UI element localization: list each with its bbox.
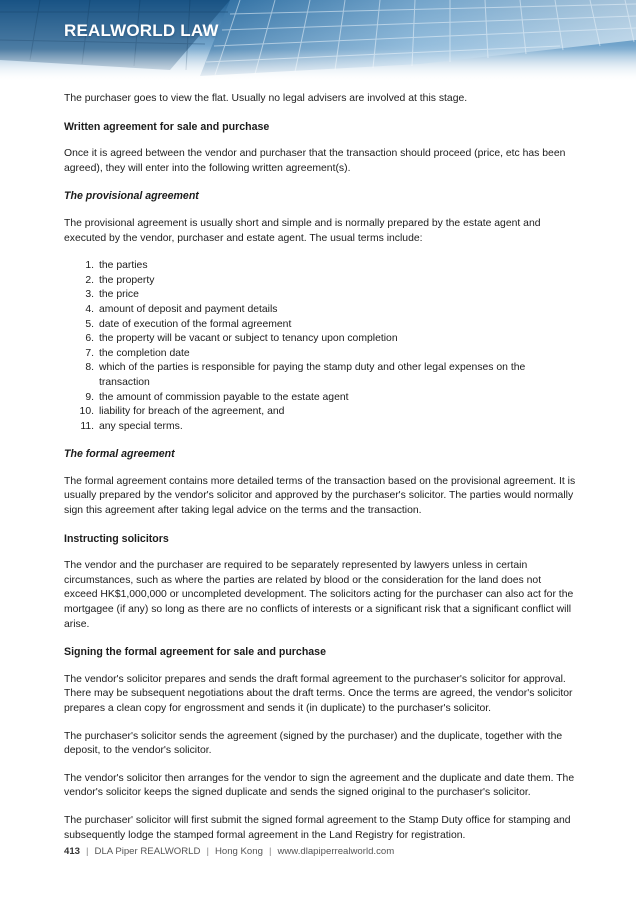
footer-website-link[interactable]: www.dlapiperrealworld.com	[277, 846, 395, 857]
page-footer	[64, 846, 394, 857]
list-item: 3. the price	[85, 289, 139, 301]
heading-signing-formal-agreement: Signing the formal agreement for sale and purchase	[64, 646, 326, 659]
instructing-solicitors-paragraph: The vendor and the purchaser are required to be separately represented by lawyers unless in certain circumstances, such as where the parties are related by blood or the consideration for the land does not exceed HK$1,000,000 or uncompleted development. The solicitors acting for the purchaser can also act for the mortgagee (if any) so long as there are no conflicts of interests or a significant risk that a significant conflict will arise.	[64, 560, 574, 630]
heading-provisional-agreement: The provisional agreement	[64, 190, 199, 203]
document-body	[64, 92, 576, 856]
written-agreement-paragraph: Once it is agreed between the vendor and purchaser that the transaction should proceed (price, etc has been agreed), they will enter into the following written agreement(s).	[64, 148, 566, 174]
heading-instructing-solicitors: Instructing solicitors	[64, 532, 169, 545]
building-banner-image	[0, 0, 636, 82]
usual-terms-list	[64, 259, 576, 434]
list-item: 10. liability for breach of the agreement, and	[79, 406, 285, 418]
signing-paragraph: The purchaser' solicitor will first submit the signed formal agreement to the Stamp Duty office for stamping and subsequently lodge the stamped formal agreement in the Land Registry for registration.	[64, 814, 571, 841]
footer-separator: |	[86, 846, 89, 857]
list-item: 9. the amount of commission payable to the estate agent	[85, 391, 349, 403]
list-item: 7. the completion date	[85, 347, 190, 359]
provisional-agreement-paragraph: The provisional agreement is usually short and simple and is normally prepared by the estate agent and executed by the vendor, purchaser and estate agent. The usual terms include:	[64, 217, 541, 244]
footer-country: Hong Kong	[214, 846, 263, 857]
page-number: 413	[64, 846, 81, 857]
heading-written-agreement: Written agreement for sale and purchase	[64, 120, 270, 133]
brand-title: REALWORLD LAW	[64, 21, 219, 40]
list-item: 8. which of the parties is responsible for paying the stamp duty and other legal expenses on the transaction	[85, 362, 526, 388]
signing-paragraph: The vendor's solicitor prepares and sends the draft formal agreement to the purchaser's solicitor for approval. There may be subsequent negotiations about the draft terms. Once the terms are agreed, the vendor's solicitor prepares a clean copy for engrossment and sends it (in duplicate) to the purchaser's solicitor.	[64, 673, 573, 714]
list-item: 1. the parties	[85, 260, 148, 272]
footer-separator: |	[268, 846, 272, 857]
list-item: 5. date of execution of the formal agreement	[85, 318, 292, 330]
intro-paragraph: The purchaser goes to view the flat. Usually no legal advisers are involved at this stage.	[64, 93, 468, 104]
formal-agreement-paragraph: The formal agreement contains more detailed terms of the transaction based on the provisional agreement. It is usually prepared by the vendor's solicitor and approved by the purchaser's solicitor. The parties would normally sign this agreement after taking legal advice on the terms and the transaction.	[64, 475, 576, 517]
footer-publisher: DLA Piper REALWORLD	[94, 846, 201, 857]
header-banner	[0, 0, 636, 82]
heading-formal-agreement: The formal agreement	[64, 448, 175, 461]
signing-paragraph: The vendor's solicitor then arranges for the vendor to sign the agreement and the duplicate and date them. The vendor's solicitor keeps the signed duplicate and sends the signed original to the purchaser's solicitor.	[64, 772, 575, 799]
footer-separator: |	[206, 846, 209, 857]
list-item: 4. amount of deposit and payment details	[85, 303, 278, 315]
list-item: 2. the property	[85, 274, 155, 286]
list-item: 6. the property will be vacant or subject to tenancy upon completion	[85, 333, 398, 345]
list-item: 11. any special terms.	[80, 420, 183, 432]
signing-paragraph: The purchaser's solicitor sends the agreement (signed by the purchaser) and the duplicate, together with the deposit, to the vendor's solicitor.	[64, 730, 563, 757]
